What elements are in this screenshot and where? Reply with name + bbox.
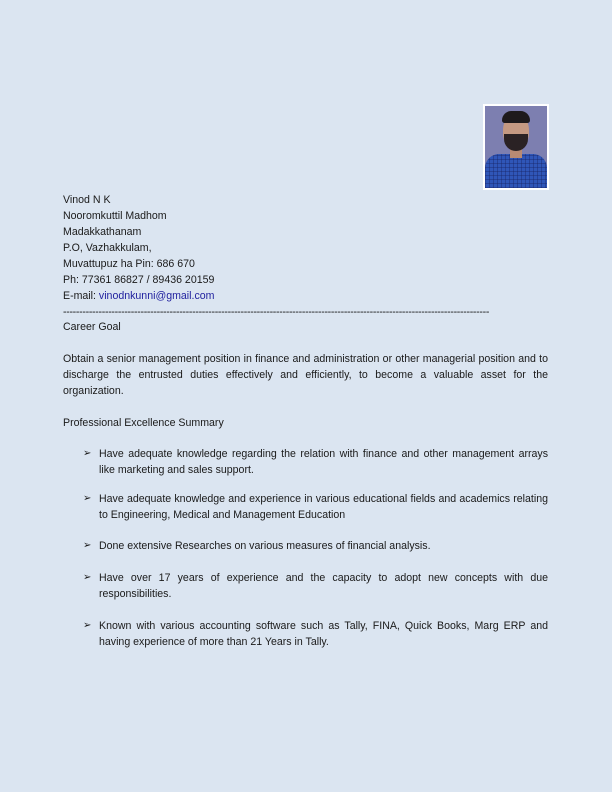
- contact-email-row: [63, 288, 548, 304]
- photo-shirt: [485, 154, 547, 188]
- arrow-bullet-icon: ➢: [83, 540, 92, 551]
- list-item: [63, 446, 548, 478]
- arrow-bullet-icon: ➢: [83, 572, 92, 583]
- arrow-bullet-icon: ➢: [83, 620, 92, 631]
- contact-phone: Ph: 77361 86827 / 89436 20159: [63, 274, 215, 286]
- contact-name: Vinod N K: [63, 194, 111, 206]
- address-line: Nooromkuttil Madhom: [63, 210, 167, 222]
- photo-beard: [504, 134, 528, 151]
- list-item-text: Have adequate knowledge regarding the relation with finance and other management arrays like marketing and sales support.: [99, 448, 548, 476]
- address-line: P.O, Vazhakkulam,: [63, 242, 152, 254]
- list-item: [63, 491, 548, 523]
- address-line: Muvattupuz ha Pin: 686 670: [63, 258, 195, 270]
- email-link[interactable]: vinodnkunni@gmail.com: [98, 290, 215, 302]
- arrow-bullet-icon: ➢: [83, 448, 92, 459]
- list-item: [63, 570, 548, 602]
- summary-heading: Professional Excellence Summary: [63, 417, 224, 429]
- career-goal-text: Obtain a senior management position in finance and administration or other managerial position and to discharge the entrusted duties effectively and efficiently, to become a valuable asset for the organization.: [63, 353, 548, 397]
- career-goal-heading: Career Goal: [63, 321, 121, 333]
- list-item-text: Known with various accounting software such as Tally, FINA, Quick Books, Marg ERP and having experience of more than 21 Years in Tally.: [99, 620, 548, 648]
- list-item-text: Done extensive Researches on various measures of financial analysis.: [99, 540, 431, 552]
- photo-hair: [502, 111, 530, 123]
- separator-line: ------------------------------------------------------------------------------------------------------------------------------------: [63, 306, 490, 318]
- profile-photo: [483, 104, 549, 190]
- list-item: [63, 618, 548, 650]
- contact-block: [63, 192, 548, 304]
- list-item-text: Have over 17 years of experience and the capacity to adopt new concepts with due responsibilities.: [99, 572, 548, 600]
- arrow-bullet-icon: ➢: [83, 493, 92, 504]
- list-item-text: Have adequate knowledge and experience in various educational fields and academics relating to Engineering, Medical and Management Education: [99, 493, 548, 521]
- address-line: Madakkathanam: [63, 226, 142, 238]
- list-item: [63, 538, 548, 554]
- email-label: E-mail:: [63, 290, 99, 302]
